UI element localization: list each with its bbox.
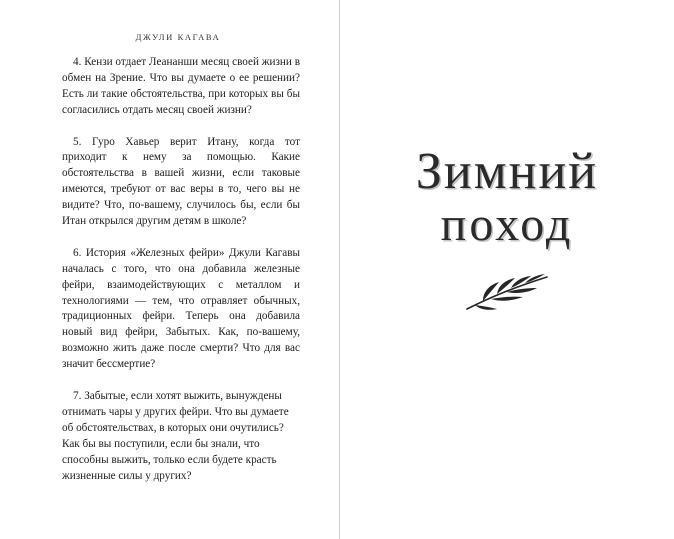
leaf-branch-icon	[461, 272, 553, 312]
running-head: ДЖУЛИ КАГАВА	[135, 32, 221, 42]
question-6: 6. История «Железных фейри» Джули Кагавы началась с того, что она добавила железные фейри, взаимодействующих с металлом и технологиями — тем, что отравляет обычных, традиционных фейри. Теперь она добавила новый вид фейри, Забытых. Как, по-вашему, возможно жить даже после смерти? Что для вас значит бессмертие?	[62, 246, 300, 371]
book-title-line-2: поход	[440, 198, 574, 251]
question-4: 4. Кензи отдает Леананши месяц своей жизни в обмен на Зрение. Что вы думаете о ее решении? Есть ли такие обстоятельства, при которых вы бы согласились отдать месяц своей жизни?	[62, 56, 300, 116]
question-5: 5. Гуро Хавьер верит Итану, когда тот приходит к нему за помощью. Какие обстоятельства в вашей жизни, если таковые имеются, требуют от вас веры в то, чего вы не видите? Что, по-вашему, случилось бы, если бы Итан открылся другим детям в школе?	[62, 135, 300, 228]
right-page	[340, 0, 674, 539]
question-7: 7. Забытые, если хотят выжить, вынуждены отнимать чары у других фейри. Что вы думаете об обстоятельствах, в которых они очутились? Как бы вы поступили, если бы знали, что способны выжить, только если будете красть жизненные силы у других?	[62, 389, 289, 482]
discussion-questions	[62, 55, 300, 500]
book-title-line-1: Зимний	[415, 143, 599, 200]
